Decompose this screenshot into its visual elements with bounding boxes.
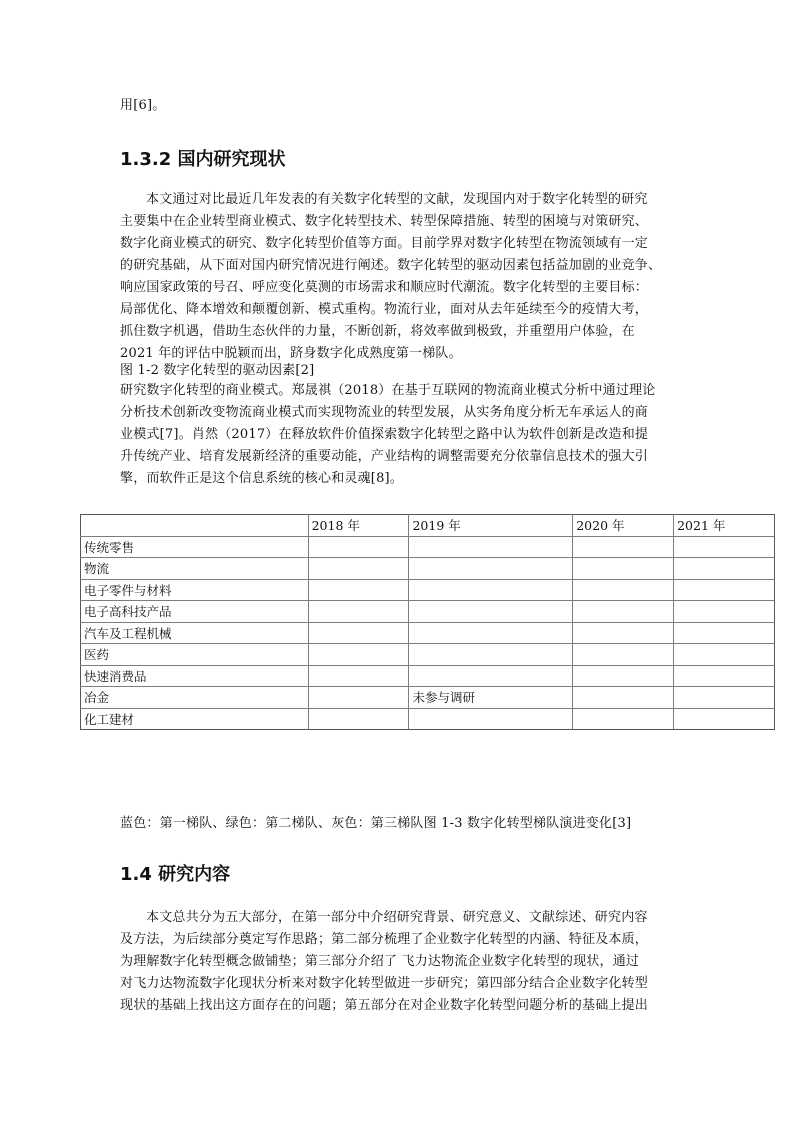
table-cell xyxy=(308,665,409,687)
paragraph-line: 为理解数字化转型概念做铺垫；第三部分介绍了 飞力达物流企业数字化转型的现状，通过 xyxy=(120,954,640,969)
table-cell xyxy=(308,536,409,558)
table-cell xyxy=(409,644,573,666)
table-cell xyxy=(674,558,775,580)
table-cell xyxy=(308,644,409,666)
text-fragment: 用[6]。 xyxy=(120,98,166,113)
table-cell xyxy=(674,601,775,623)
table-cell xyxy=(308,708,409,730)
paragraph-line: 对飞力达物流数字化现状分析来对数字化转型做进一步研究；第四部分结合企业数字化转型 xyxy=(120,976,649,991)
table-cell xyxy=(573,665,674,687)
table-cell xyxy=(573,579,674,601)
paragraph-line: 本文通过对比最近几年发表的有关数字化转型的文献，发现国内对于数字化转型的研究 xyxy=(146,192,648,207)
table-cell xyxy=(308,601,409,623)
table-header-cell: 2020 年 xyxy=(573,515,674,537)
table-cell xyxy=(674,665,775,687)
table-cell xyxy=(308,622,409,644)
figure-caption-1-3: 蓝色：第一梯队、绿色：第二梯队、灰色：第三梯队图 1-3 数字化转型梯队演进变化[3] xyxy=(120,816,632,831)
figure-caption-1-2: 图 1-2 数字化转型的驱动因素[2] xyxy=(120,363,315,378)
table-row xyxy=(81,536,775,558)
table-row xyxy=(81,601,775,623)
table-cell xyxy=(674,579,775,601)
table-row xyxy=(81,622,775,644)
table-cell: 未参与调研 xyxy=(409,687,573,709)
table-header-cell: 2018 年 xyxy=(308,515,409,537)
table-row xyxy=(81,708,775,730)
industry-cell: 传统零售 xyxy=(81,536,309,558)
industry-cell: 物流 xyxy=(81,558,309,580)
table-cell xyxy=(308,687,409,709)
table-cell xyxy=(573,601,674,623)
paragraph-line: 主要集中在企业转型商业模式、数字化转型技术、转型保障措施、转型的困境与对策研究、 xyxy=(120,214,649,229)
table-cell xyxy=(409,665,573,687)
section-heading-1-4: 1.4 研究内容 xyxy=(120,864,231,885)
table-cell xyxy=(674,644,775,666)
paragraph-line: 业模式[7]。肖然（2017）在释放软件价值探索数字化转型之路中认为软件创新是改造和提 xyxy=(120,427,649,442)
paragraph-line: 2021 年的评估中脱颖而出，跻身数字化成熟度第一梯队。 xyxy=(120,346,462,361)
table-row xyxy=(81,558,775,580)
industry-cell: 电子高科技产品 xyxy=(81,601,309,623)
paragraph-line: 响应国家政策的号召、呼应变化莫测的市场需求和顺应时代潮流。数字化转型的主要目标： xyxy=(120,280,649,295)
table-cell xyxy=(409,558,573,580)
table-cell xyxy=(573,687,674,709)
table-cell xyxy=(674,536,775,558)
table-cell xyxy=(409,708,573,730)
industry-cell: 电子零件与材料 xyxy=(81,579,309,601)
paragraph-line: 抓住数字机遇，借助生态伙伴的力量，不断创新，将效率做到极致，并重塑用户体验，在 xyxy=(120,324,635,339)
paragraph-line: 升传统产业、培育发展新经济的重要动能，产业结构的调整需要充分依靠信息技术的强大引 xyxy=(120,449,649,464)
industry-cell: 化工建材 xyxy=(81,708,309,730)
table-row xyxy=(81,665,775,687)
table-cell xyxy=(308,579,409,601)
table-cell xyxy=(674,687,775,709)
table-cell xyxy=(573,536,674,558)
table-cell xyxy=(674,708,775,730)
table-cell xyxy=(409,622,573,644)
table-row xyxy=(81,687,775,709)
industry-cell: 汽车及工程机械 xyxy=(81,622,309,644)
paragraph-line: 分析技术创新改变物流商业模式而实现物流业的转型发展，从实务角度分析无车承运人的商 xyxy=(120,405,649,420)
paragraph-line: 数字化商业模式的研究、数字化转型价值等方面。目前学界对数字化转型在物流领域有一定 xyxy=(120,236,649,251)
table-cell xyxy=(409,601,573,623)
table-cell xyxy=(573,558,674,580)
table-cell xyxy=(674,622,775,644)
table-row xyxy=(81,579,775,601)
paragraph-line: 的研究基础，从下面对国内研究情况进行阐述。数字化转型的驱动因素包括益加剧的业竞争、 xyxy=(120,258,662,273)
table-cell xyxy=(573,644,674,666)
section-heading-1-3-2: 1.3.2 国内研究现状 xyxy=(120,149,286,170)
table-header-cell: 2021 年 xyxy=(674,515,775,537)
paragraph-line: 擎，而软件正是这个信息系统的核心和灵魂[8]。 xyxy=(120,471,404,486)
table-cell xyxy=(573,622,674,644)
paragraph-line: 及方法，为后续部分奠定写作思路；第二部分梳理了企业数字化转型的内涵、特征及本质， xyxy=(120,932,649,947)
table-header-cell: 2019 年 xyxy=(409,515,573,537)
industry-cell: 医药 xyxy=(81,644,309,666)
table-row xyxy=(81,644,775,666)
table-cell xyxy=(308,558,409,580)
table-cell xyxy=(409,536,573,558)
industry-cell: 快速消费品 xyxy=(81,665,309,687)
table-header-cell xyxy=(81,515,309,537)
paragraph-line: 本文总共分为五大部分，在第一部分中介绍研究背景、研究意义、文献综述、研究内容 xyxy=(146,910,648,925)
paragraph-line: 研究数字化转型的商业模式。郑晟祺（2018）在基于互联网的物流商业模式分析中通过理论 xyxy=(120,383,656,398)
table-cell xyxy=(573,708,674,730)
paragraph-line: 局部优化、降本增效和颠覆创新、模式重构。物流行业，面对从去年延续至今的疫情大考， xyxy=(120,302,649,317)
maturity-tier-table xyxy=(80,514,775,730)
industry-cell: 冶金 xyxy=(81,687,309,709)
table-cell xyxy=(409,579,573,601)
table-header-row xyxy=(81,515,775,537)
paragraph-line: 现状的基础上找出这方面存在的问题；第五部分在对企业数字化转型问题分析的基础上提出 xyxy=(120,998,649,1013)
